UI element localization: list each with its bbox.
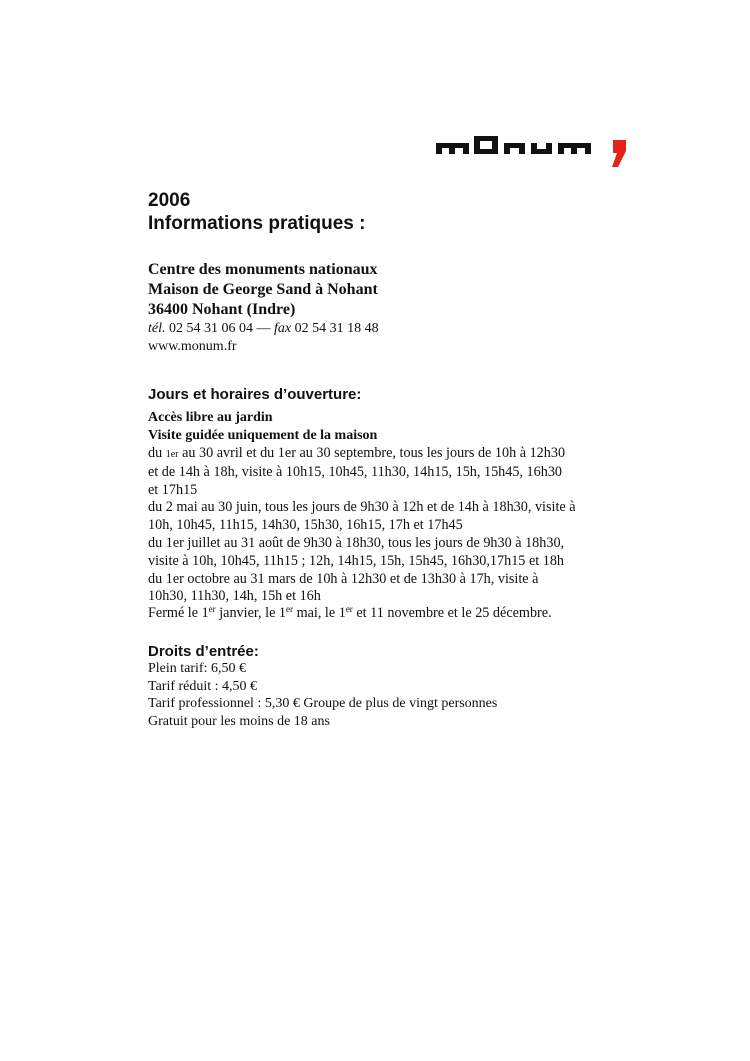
website-link[interactable]: www.monum.fr: [148, 339, 237, 354]
monum-logo: [436, 136, 632, 168]
schedule-line: et de 14h à 18h, visite à 10h15, 10h45, 11h30, 14h15, 15h, 15h45, 16h30: [148, 463, 563, 480]
tel-label: tél.: [148, 321, 166, 336]
schedule-line: 10h30, 11h30, 14h, 15h et 16h: [148, 588, 321, 605]
contact-info: [148, 320, 618, 356]
closing-days: [148, 604, 618, 622]
schedule-line: du 2 mai au 30 juin, tous les jours de 9h30 à 12h et de 14h à 18h30, visite à: [148, 499, 576, 516]
fax-label: fax: [274, 321, 292, 336]
schedule-line: du 1er au 30 avril et du 1er au 30 septembre, tous les jours de 10h à 12h30: [148, 445, 566, 461]
page-title: Informations pratiques :: [148, 213, 366, 234]
schedule-line: et 17h15: [148, 481, 198, 498]
tel-number: 02 54 31 06 04 —: [165, 321, 274, 336]
admission-heading: Droits d’entrée:: [148, 643, 259, 660]
guided-tour-info: Visite guidée uniquement de la maison: [148, 428, 378, 443]
full-price: Plein tarif: 6,50 €: [148, 661, 246, 676]
site-name: Maison de George Sand à Nohant: [148, 281, 378, 298]
schedule-line: visite à 10h, 10h45, 11h15 ; 12h, 14h15, 15h, 15h45, 16h30,17h15 et 18h: [148, 552, 565, 569]
phone-fax-line: [148, 320, 618, 338]
document-year: 2006: [148, 190, 191, 211]
access-info: [148, 409, 618, 445]
closing-days-text: Fermé le 1er janvier, le 1er mai, le 1er et 11 novembre et le 25 décembre.: [148, 604, 552, 621]
opening-schedule: [148, 445, 618, 606]
organization-address: [148, 260, 618, 320]
org-name: Centre des monuments nationaux: [148, 261, 378, 278]
schedule-line: 10h, 10h45, 11h15, 14h30, 15h30, 16h15, 17h et 17h45: [148, 517, 463, 534]
garden-access: Accès libre au jardin: [148, 410, 273, 425]
professional-price: Tarif professionnel : 5,30 € Groupe de plus de vingt personnes: [148, 696, 498, 712]
admission-fees: [148, 660, 618, 730]
schedule-line: du 1er octobre au 31 mars de 10h à 12h30 et de 13h30 à 17h, visite à: [148, 570, 539, 587]
opening-hours-heading: Jours et horaires d’ouverture:: [148, 386, 362, 403]
reduced-price: Tarif réduit : 4,50 €: [148, 678, 258, 694]
postal-address: 36400 Nohant (Indre): [148, 301, 296, 318]
fax-number: 02 54 31 18 48: [291, 321, 379, 336]
schedule-line: du 1er juillet au 31 août de 9h30 à 18h30, tous les jours de 9h30 à 18h30,: [148, 534, 565, 551]
free-admission: Gratuit pour les moins de 18 ans: [148, 713, 330, 729]
